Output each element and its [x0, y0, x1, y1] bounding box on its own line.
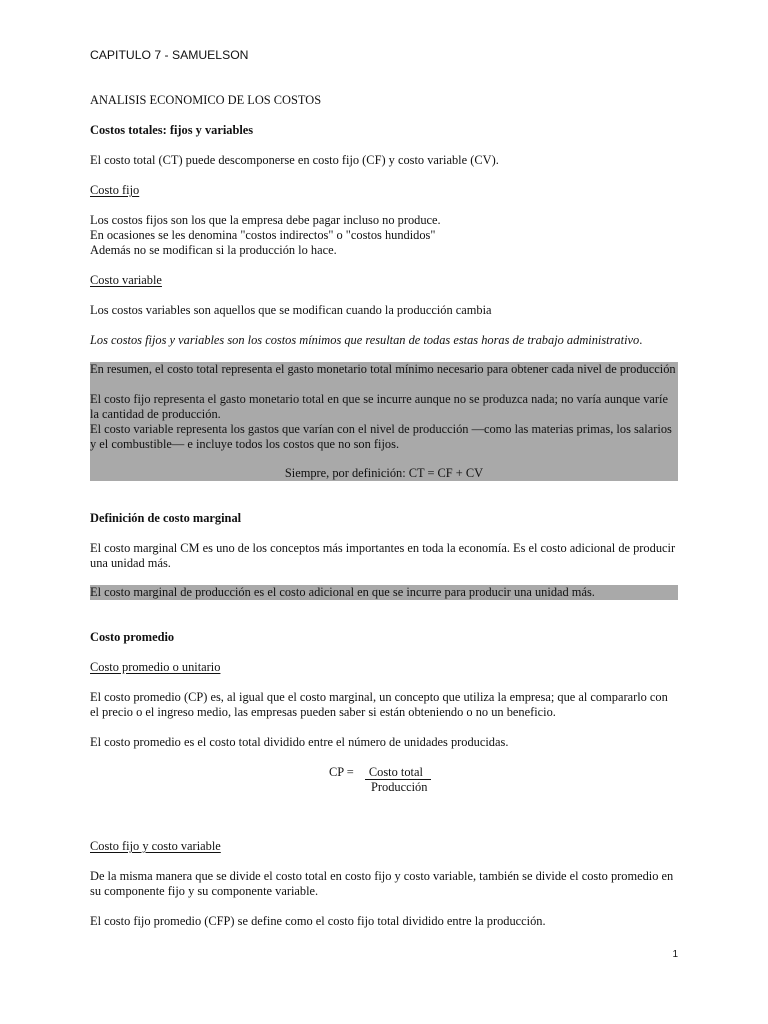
- document-title: ANALISIS ECONOMICO DE LOS COSTOS: [90, 93, 322, 107]
- subheading-costo-variable: Costo variable: [90, 273, 162, 287]
- summary-fixed: El costo fijo representa el gasto monetario total en que se incurre aunque no se produzca nada; no varía aunque varíe la cantidad de producción.: [90, 392, 669, 421]
- page-header: CAPITULO 7 - SAMUELSON: [90, 48, 249, 62]
- formula-denominator: Producción: [371, 780, 428, 794]
- paragraph-costo-fijo-line-1: Los costos fijos son los que la empresa debe pagar incluso no produce.: [90, 213, 441, 227]
- italic-note-period: .: [639, 333, 643, 347]
- section-heading-costo-marginal: Definición de costo marginal: [90, 511, 242, 525]
- paragraph-costo-fijo-promedio: El costo fijo promedio (CFP) se define como el costo fijo total dividido entre la producción.: [90, 914, 546, 928]
- subheading-costo-promedio-unitario: Costo promedio o unitario: [90, 660, 221, 674]
- paragraph-costo-fijo-line-3: Además no se modifican si la producción lo hace.: [90, 243, 337, 257]
- italic-note-text: Los costos fijos y variables son los costos mínimos que resultan de todas estas horas de trabajo administrativo: [90, 333, 640, 347]
- summary-total: En resumen, el costo total representa el gasto monetario total mínimo necesario para obtener cada nivel de producción: [90, 362, 676, 376]
- subheading-costo-fijo-variable: Costo fijo y costo variable: [90, 839, 221, 853]
- cost-identity: Siempre, por definición: CT = CF + CV: [284, 466, 484, 480]
- summary-highlight-box: [90, 362, 678, 481]
- section-heading-costo-promedio: Costo promedio: [90, 630, 175, 644]
- paragraph-costo-promedio-definicion: El costo promedio es el costo total dividido entre el número de unidades producidas.: [90, 735, 509, 749]
- marginal-definition: El costo marginal de producción es el costo adicional en que se incurre para producir una unidad más.: [90, 585, 595, 599]
- paragraph-costo-total: El costo total (CT) puede descomponerse en costo fijo (CF) y costo variable (CV).: [90, 153, 499, 167]
- paragraph-costo-marginal: El costo marginal CM es uno de los conceptos más importantes en toda la economía. Es el costo adicional de producir una unidad más.: [90, 541, 676, 570]
- formula-lhs: CP =: [329, 765, 354, 779]
- section-heading-costos-totales: Costos totales: fijos y variables: [90, 123, 254, 137]
- paragraph-costo-fijo-line-2: En ocasiones se les denomina "costos indirectos" o "costos hundidos": [90, 228, 436, 242]
- paragraph-costo-promedio: El costo promedio (CP) es, al igual que el costo marginal, un concepto que utiliza la empresa; que al compararlo con el precio o el ingreso medio, las empresas pueden saber si están obteniendo o no un beneficio.: [90, 690, 668, 719]
- italic-note: [90, 333, 678, 348]
- page-number: 1: [672, 949, 678, 960]
- subheading-costo-fijo: Costo fijo: [90, 183, 140, 197]
- average-cost-formula: [329, 765, 431, 780]
- paragraph-costo-variable: Los costos variables son aquellos que se modifican cuando la producción cambia: [90, 303, 492, 317]
- summary-variable: El costo variable representa los gastos que varían con el nivel de producción —como las materias primas, los salarios y el combustible— e incluye todos los costos que no son fijos.: [90, 422, 672, 451]
- paragraph-division-costo-promedio: De la misma manera que se divide el costo total en costo fijo y costo variable, también se divide el costo promedio en su componente fijo y su componente variable.: [90, 869, 674, 898]
- formula-numerator: Costo total: [365, 766, 431, 780]
- marginal-highlight-box: [90, 585, 678, 600]
